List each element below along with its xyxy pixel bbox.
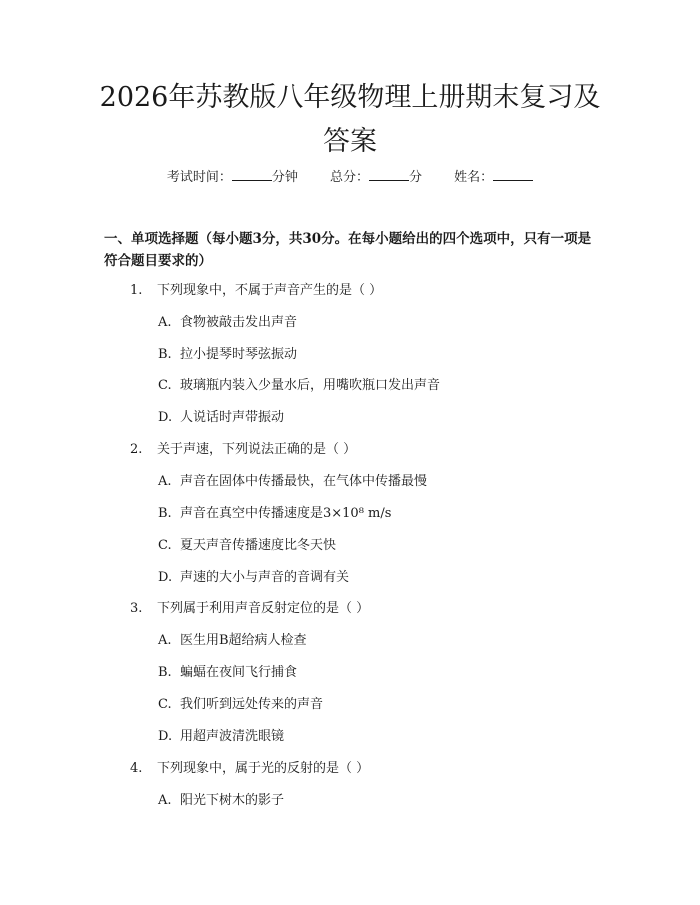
question-number: 2.: [130, 442, 143, 457]
question-text: 下列属于利用声音反射定位的是（ ）: [157, 601, 370, 616]
total-score-blank: [369, 168, 409, 181]
option-letter: C.: [158, 538, 172, 553]
question-4-option-a: [158, 791, 284, 811]
total-score-label: 总分：: [329, 170, 369, 185]
option-letter: A.: [158, 315, 172, 330]
option-text: 蝙蝠在夜间飞行捕食: [180, 665, 298, 680]
question-number: 3.: [130, 601, 143, 616]
option-letter: B.: [158, 347, 172, 362]
total-score-field: [330, 170, 422, 185]
question-3-option-c: [158, 695, 323, 715]
option-text: 声音在真空中传播速度是3×10⁸ m/s: [180, 506, 392, 521]
exam-time-blank: [232, 168, 272, 181]
question-2-option-c: [158, 536, 336, 556]
option-text: 我们听到远处传来的声音: [180, 697, 324, 712]
option-letter: D.: [158, 729, 173, 744]
question-1: [130, 281, 382, 301]
question-1-option-a: [158, 313, 297, 333]
student-name-field: [454, 170, 533, 185]
question-text: 关于声速，下列说法正确的是（ ）: [157, 442, 357, 457]
question-number: 4.: [130, 761, 143, 776]
question-1-option-c: [158, 376, 440, 396]
option-letter: D.: [158, 570, 173, 585]
question-3-option-b: [158, 663, 297, 683]
question-1-option-d: [158, 408, 284, 428]
option-text: 人说话时声带振动: [180, 410, 285, 425]
question-text: 下列现象中，属于光的反射的是（ ）: [157, 761, 370, 776]
question-3-option-d: [158, 727, 284, 747]
exam-time-unit: 分钟: [271, 170, 298, 185]
exam-time-label: 考试时间：: [166, 170, 232, 185]
question-number: 1.: [130, 283, 143, 298]
student-name-label: 姓名：: [454, 170, 494, 185]
question-4: [130, 759, 369, 779]
option-text: 医生用B超给病人检查: [180, 633, 307, 648]
option-letter: A.: [158, 633, 172, 648]
question-2-option-d: [158, 568, 349, 588]
option-letter: B.: [158, 665, 172, 680]
question-2-option-b: [158, 504, 391, 524]
option-text: 拉小提琴时琴弦振动: [180, 347, 298, 362]
student-name-blank: [493, 168, 533, 181]
section-heading: 一、单项选择题（每小题3分，共30分。在每小题给出的四个选项中，只有一项是符合题目要求的）: [104, 231, 592, 269]
option-text: 夏天声音传播速度比冬天快: [180, 538, 337, 553]
option-text: 食物被敲击发出声音: [180, 315, 298, 330]
option-letter: D.: [158, 410, 173, 425]
option-text: 用超声波清洗眼镜: [180, 729, 285, 744]
document-title: 2026年苏教版八年级物理上册期末复习及答案: [99, 82, 601, 157]
total-score-unit: 分: [409, 170, 423, 185]
question-text: 下列现象中，不属于声音产生的是（ ）: [157, 283, 383, 298]
question-2-option-a: [158, 472, 427, 492]
question-3-option-a: [158, 631, 307, 651]
option-letter: B.: [158, 506, 172, 521]
option-text: 声速的大小与声音的音调有关: [180, 570, 350, 585]
option-letter: C.: [158, 378, 172, 393]
question-1-option-b: [158, 345, 297, 365]
question-3: [130, 599, 369, 619]
option-text: 声音在固体中传播最快，在气体中传播最慢: [180, 474, 428, 489]
option-letter: A.: [158, 793, 172, 808]
exam-meta-line: [0, 168, 700, 188]
exam-time-field: [167, 170, 298, 185]
option-text: 玻璃瓶内装入少量水后，用嘴吹瓶口发出声音: [180, 378, 441, 393]
option-text: 阳光下树木的影子: [180, 793, 285, 808]
option-letter: C.: [158, 697, 172, 712]
question-2: [130, 440, 356, 460]
option-letter: A.: [158, 474, 172, 489]
